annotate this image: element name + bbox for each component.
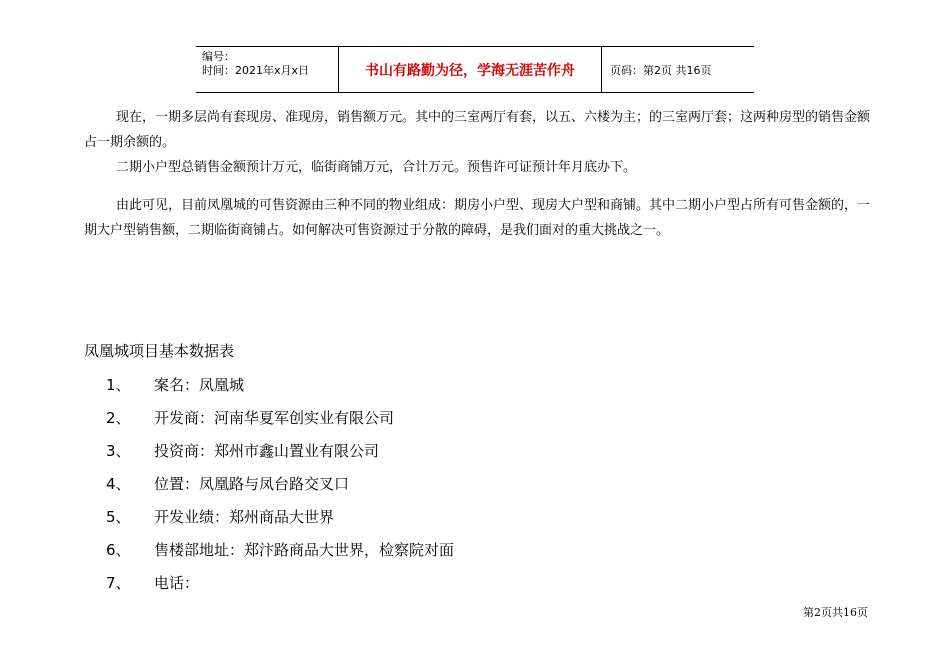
- item-text: 开发商：河南华夏军创实业有限公司: [154, 409, 395, 427]
- paragraph: 由此可见，目前凤凰城的可售资源由三种不同的物业组成：期房小户型、现房大户型和商铺。其中二期小户型占所有可售金额的，一期大户型销售额，二期临街商铺占。如何解决可售资源过于分散的障碍，是我们面对的重大挑战之一。: [84, 198, 871, 238]
- item-number: 3、: [106, 442, 131, 460]
- item-number: 4、: [106, 475, 131, 493]
- header-page-code: 页码：第2页 共16页: [610, 63, 712, 77]
- item-text: 开发业绩：郑州商品大世界: [154, 508, 335, 526]
- page-footer: 第2页共16页: [803, 606, 868, 619]
- item-text: 案名：凤凰城: [154, 376, 245, 394]
- item-text: 电话：: [154, 574, 200, 592]
- section-title: 凤凰城项目基本数据表: [84, 342, 235, 360]
- header-meta: [196, 47, 339, 92]
- number-label: 编号：: [202, 50, 235, 63]
- header-motto: 书山有路勤为径，学海无涯苦作舟: [339, 47, 602, 92]
- list-item: [106, 406, 454, 439]
- page-header: [196, 46, 754, 93]
- list-item: [106, 538, 454, 571]
- time-label: 时间：2021年x月x日: [202, 64, 310, 77]
- item-number: 6、: [106, 541, 131, 559]
- data-list: [106, 373, 454, 604]
- list-item: [106, 571, 454, 604]
- paragraph: 现在，一期多层尚有套现房、准现房，销售额万元。其中的三室两厅有套，以五、六楼为主；的三室两厅套；这两种房型的销售金额占一期余额的。: [84, 110, 871, 150]
- paragraph: 二期小户型总销售金额预计万元，临街商铺万元，合计万元。预售许可证预计年月底办下。: [116, 160, 637, 175]
- item-text: 位置：凤凰路与凤台路交叉口: [154, 475, 350, 493]
- item-text: 投资商：郑州市鑫山置业有限公司: [154, 442, 380, 460]
- list-item: [106, 373, 454, 406]
- item-number: 7、: [106, 574, 131, 592]
- list-item: [106, 439, 454, 472]
- item-number: 5、: [106, 508, 131, 526]
- item-number: 2、: [106, 409, 131, 427]
- item-text: 售楼部地址：郑汴路商品大世界，检察院对面: [154, 541, 455, 559]
- list-item: [106, 505, 454, 538]
- item-number: 1、: [106, 376, 131, 394]
- list-item: [106, 472, 454, 505]
